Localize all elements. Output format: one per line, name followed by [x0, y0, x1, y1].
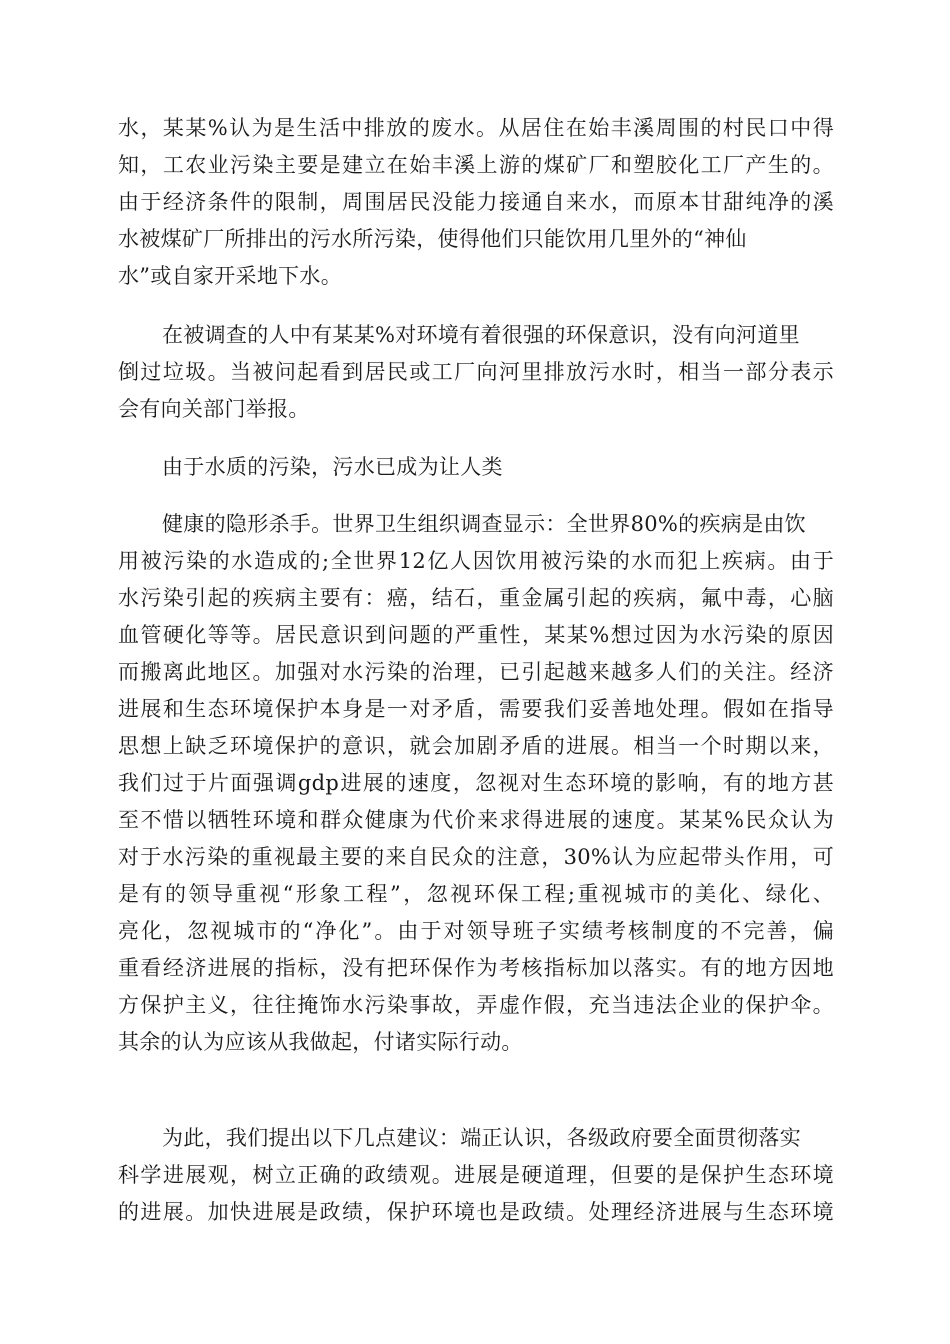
paragraph-line: 血管硬化等等。居民意识到问题的严重性，某某%想过因为水污染的原因 [118, 623, 834, 647]
paragraph-line: 其余的认为应该从我做起，付诸实际行动。 [118, 1030, 523, 1054]
paragraph-line: 健康的隐形杀手。世界卫生组织调查显示：全世界80%的疾病是由饮 [162, 512, 806, 536]
paragraph-line: 水污染引起的疾病主要有：癌，结石，重金属引起的疾病，氟中毒，心脑 [118, 586, 834, 610]
paragraph-5 [118, 1120, 834, 1231]
paragraph-line: 进展和生态环境保护本身是一对矛盾，需要我们妥善地处理。假如在指导 [118, 697, 834, 721]
paragraph-line: 倒过垃圾。当被问起看到居民或工厂向河里排放污水时，相当一部分表示 [118, 360, 834, 384]
paragraph-2 [118, 317, 834, 428]
paragraph-line: 我们过于片面强调gdp进展的速度，忽视对生态环境的影响，有的地方甚 [118, 771, 834, 795]
paragraph-line: 亮化，忽视城市的“净化”。由于对领导班子实绩考核制度的不完善，偏 [118, 919, 834, 943]
paragraph-line: 重看经济进展的指标，没有把环保作为考核指标加以落实。有的地方因地 [118, 956, 834, 980]
paragraph-line: 会有向关部门举报。 [118, 397, 310, 421]
paragraph-line: 水”或自家开采地下水。 [118, 264, 343, 288]
paragraph-line: 对于水污染的重视最主要的来自民众的注意，30%认为应起带头作用，可 [118, 845, 834, 869]
paragraph-line: 的进展。加快进展是政绩，保护环境也是政绩。处理经济进展与生态环境 [118, 1200, 834, 1224]
paragraph-line: 由于经济条件的限制，周围居民没能力接通自来水，而原本甘甜纯净的溪 [118, 190, 834, 214]
paragraph-line: 为此，我们提出以下几点建议：端正认识，各级政府要全面贯彻落实 [162, 1126, 801, 1150]
paragraph-line: 水，某某%认为是生活中排放的废水。从居住在始丰溪周围的村民口中得 [118, 116, 834, 140]
paragraph-line: 思想上缺乏环境保护的意识，就会加剧矛盾的进展。相当一个时期以来， [118, 734, 834, 758]
paragraph-3 [118, 449, 834, 486]
paragraph-1 [118, 110, 834, 295]
paragraph-4 [118, 506, 834, 1061]
paragraph-line: 科学进展观，树立正确的政绩观。进展是硬道理，但要的是保护生态环境 [118, 1163, 834, 1187]
paragraph-line: 知，工农业污染主要是建立在始丰溪上游的煤矿厂和塑胶化工厂产生的。 [118, 153, 834, 177]
paragraph-line: 而搬离此地区。加强对水污染的治理，已引起越来越多人们的关注。经济 [118, 660, 834, 684]
paragraph-line: 水被煤矿厂所排出的污水所污染，使得他们只能饮用几里外的“神仙 [118, 227, 747, 251]
paragraph-line: 是有的领导重视“形象工程”，忽视环保工程;重视城市的美化、绿化、 [118, 882, 834, 906]
paragraph-line: 由于水质的污染，污水已成为让人类 [162, 455, 503, 479]
paragraph-line: 至不惜以牺牲环境和群众健康为代价来求得进展的速度。某某%民众认为 [118, 808, 834, 832]
paragraph-line: 方保护主义，往往掩饰水污染事故，弄虚作假，充当违法企业的保护伞。 [118, 993, 834, 1017]
paragraph-line: 在被调查的人中有某某%对环境有着很强的环保意识，没有向河道里 [162, 323, 800, 347]
paragraph-line: 用被污染的水造成的;全世界12亿人因饮用被污染的水而犯上疾病。由于 [118, 549, 834, 573]
